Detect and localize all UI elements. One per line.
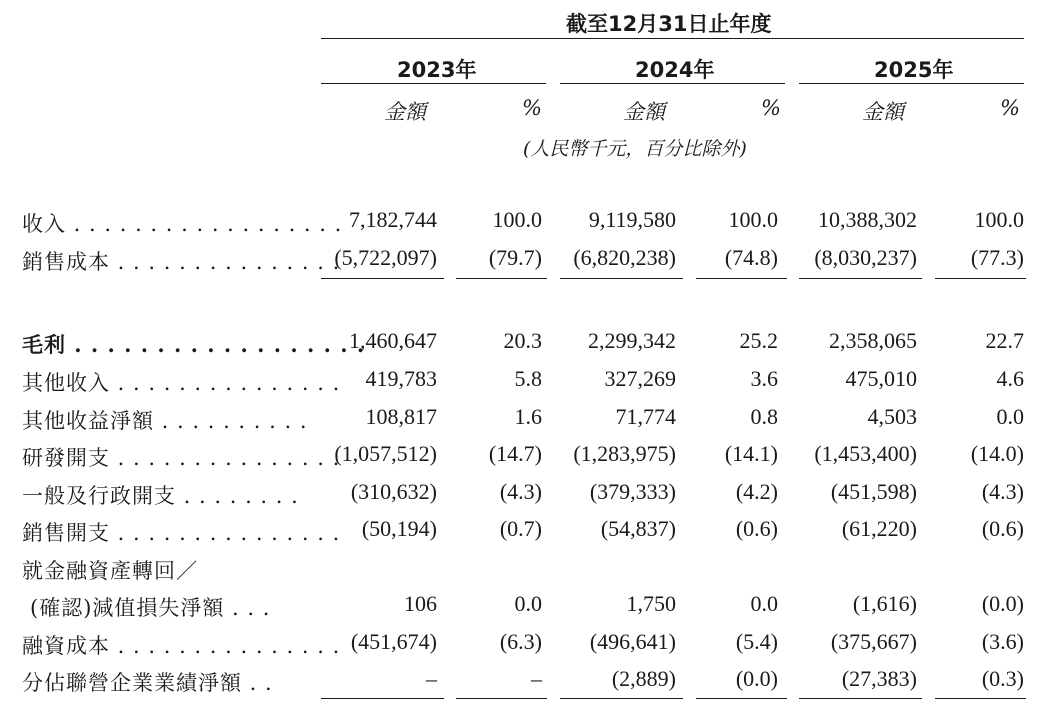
amount-cell: (54,837) [600, 516, 676, 541]
percent-cell: 20.3 [503, 328, 542, 353]
amount-cell: (27,383) [841, 666, 917, 691]
row-label: 分佔聯營企業業績淨額 . . [22, 671, 273, 695]
amount-cell: 475,010 [845, 366, 917, 391]
percent-cell: 0.0 [996, 404, 1024, 429]
amount-cell: 4,503 [867, 404, 917, 429]
amount-cell: 2,299,342 [588, 328, 676, 353]
percent-cell: (77.3) [970, 245, 1024, 270]
amount-cell: (8,030,237) [814, 245, 917, 270]
percent-cell: (0.6) [981, 516, 1024, 541]
amount-cell: 7,182,744 [349, 207, 437, 232]
amount-cell: 1,460,647 [349, 328, 437, 353]
percent-cell: (14.0) [970, 441, 1024, 466]
row-label: 研發開支 . . . . . . . . . . . . . . . [22, 446, 341, 470]
amount-cell: 9,119,580 [588, 207, 676, 232]
period-heading: 截至12月31日止年度 [566, 12, 772, 36]
row-label: 融資成本 . . . . . . . . . . . . . . . [22, 634, 341, 658]
row-label: 一般及行政開支 . . . . . . . . [22, 484, 299, 508]
amount-cell: (1,616) [852, 591, 917, 616]
percent-cell: (4.2) [735, 479, 778, 504]
amount-cell: 71,774 [615, 404, 676, 429]
percent-cell: 0.8 [750, 404, 778, 429]
subtotal-rule [321, 278, 444, 279]
amount-cell: 108,817 [365, 404, 437, 429]
amount-cell: (50,194) [361, 516, 437, 541]
row-label: 銷售開支 . . . . . . . . . . . . . . . [22, 521, 341, 545]
percent-cell: (3.6) [981, 629, 1024, 654]
amount-cell: (375,667) [830, 629, 917, 654]
percent-cell: (14.7) [488, 441, 542, 466]
amount-cell: (496,641) [589, 629, 676, 654]
percent-cell: (0.3) [981, 666, 1024, 691]
percent-cell: 22.7 [985, 328, 1024, 353]
amount-cell: 1,750 [626, 591, 676, 616]
percent-cell: 3.6 [750, 366, 778, 391]
amount-col-header: 金額 [623, 100, 665, 124]
amount-col-header: 金額 [862, 100, 904, 124]
percent-col-header: % [522, 96, 542, 120]
bottom-rule [456, 698, 547, 699]
year-rule-2023 [321, 83, 546, 84]
row-label: 銷售成本 . . . . . . . . . . . . . . . [22, 250, 341, 274]
amount-cell: (379,333) [589, 479, 676, 504]
amount-cell: 419,783 [365, 366, 437, 391]
period-rule [321, 38, 1024, 39]
amount-cell: (2,889) [611, 666, 676, 691]
percent-cell: (79.7) [488, 245, 542, 270]
percent-cell: (14.1) [724, 441, 778, 466]
amount-cell: 106 [404, 591, 437, 616]
percent-cell: 0.0 [750, 591, 778, 616]
amount-cell: (1,283,975) [573, 441, 676, 466]
percent-cell: (0.7) [499, 516, 542, 541]
percent-cell: 25.2 [739, 328, 778, 353]
amount-cell: (1,453,400) [814, 441, 917, 466]
row-label: 其他收益淨額 . . . . . . . . . . [22, 409, 308, 433]
percent-cell: 5.8 [514, 366, 542, 391]
row-label: 就金融資產轉回／ [22, 559, 198, 583]
percent-cell: (0.0) [981, 591, 1024, 616]
percent-cell: (74.8) [724, 245, 778, 270]
amount-cell: (6,820,238) [573, 245, 676, 270]
amount-cell: (1,057,512) [334, 441, 437, 466]
percent-cell: (5.4) [735, 629, 778, 654]
amount-col-header: 金額 [384, 100, 426, 124]
amount-cell: (61,220) [841, 516, 917, 541]
percent-cell: 100.0 [974, 207, 1024, 232]
subtotal-rule [935, 278, 1026, 279]
year-rule-2024 [560, 83, 785, 84]
year-heading-2024: 2024年 [635, 58, 715, 82]
percent-col-header: % [761, 96, 781, 120]
subtotal-rule [456, 278, 547, 279]
subtotal-rule [696, 278, 787, 279]
amount-cell: 10,388,302 [818, 207, 917, 232]
percent-cell: 4.6 [996, 366, 1024, 391]
bottom-rule [321, 698, 444, 699]
amount-cell: (451,598) [830, 479, 917, 504]
bottom-rule [799, 698, 922, 699]
amount-cell: 2,358,065 [829, 328, 917, 353]
percent-cell: 0.0 [514, 591, 542, 616]
bottom-rule [696, 698, 787, 699]
percent-cell: 100.0 [728, 207, 778, 232]
percent-cell: – [531, 666, 542, 691]
subtotal-rule [560, 278, 683, 279]
bottom-rule [935, 698, 1026, 699]
year-rule-2025 [799, 83, 1024, 84]
row-label: 其他收入 . . . . . . . . . . . . . . . [22, 371, 341, 395]
percent-cell: (6.3) [499, 629, 542, 654]
amount-cell: (310,632) [350, 479, 437, 504]
year-heading-2023: 2023年 [397, 58, 477, 82]
amount-cell: – [426, 666, 437, 691]
amount-cell: (5,722,097) [334, 245, 437, 270]
percent-cell: (0.0) [735, 666, 778, 691]
percent-col-header: % [1000, 96, 1020, 120]
row-label: (確認)減值損失淨額 . . . [30, 596, 271, 620]
percent-cell: (4.3) [499, 479, 542, 504]
percent-cell: 1.6 [514, 404, 542, 429]
percent-cell: 100.0 [492, 207, 542, 232]
subtotal-rule [799, 278, 922, 279]
amount-cell: (451,674) [350, 629, 437, 654]
year-heading-2025: 2025年 [874, 58, 954, 82]
amount-cell: 327,269 [604, 366, 676, 391]
unit-note: (人民幣千元，百分比除外) [523, 138, 747, 160]
row-label: 毛利 . . . . . . . . . . . . . . . . . . [22, 332, 366, 357]
percent-cell: (0.6) [735, 516, 778, 541]
bottom-rule [560, 698, 683, 699]
percent-cell: (4.3) [981, 479, 1024, 504]
row-label: 收入 . . . . . . . . . . . . . . . . . . [22, 212, 343, 236]
